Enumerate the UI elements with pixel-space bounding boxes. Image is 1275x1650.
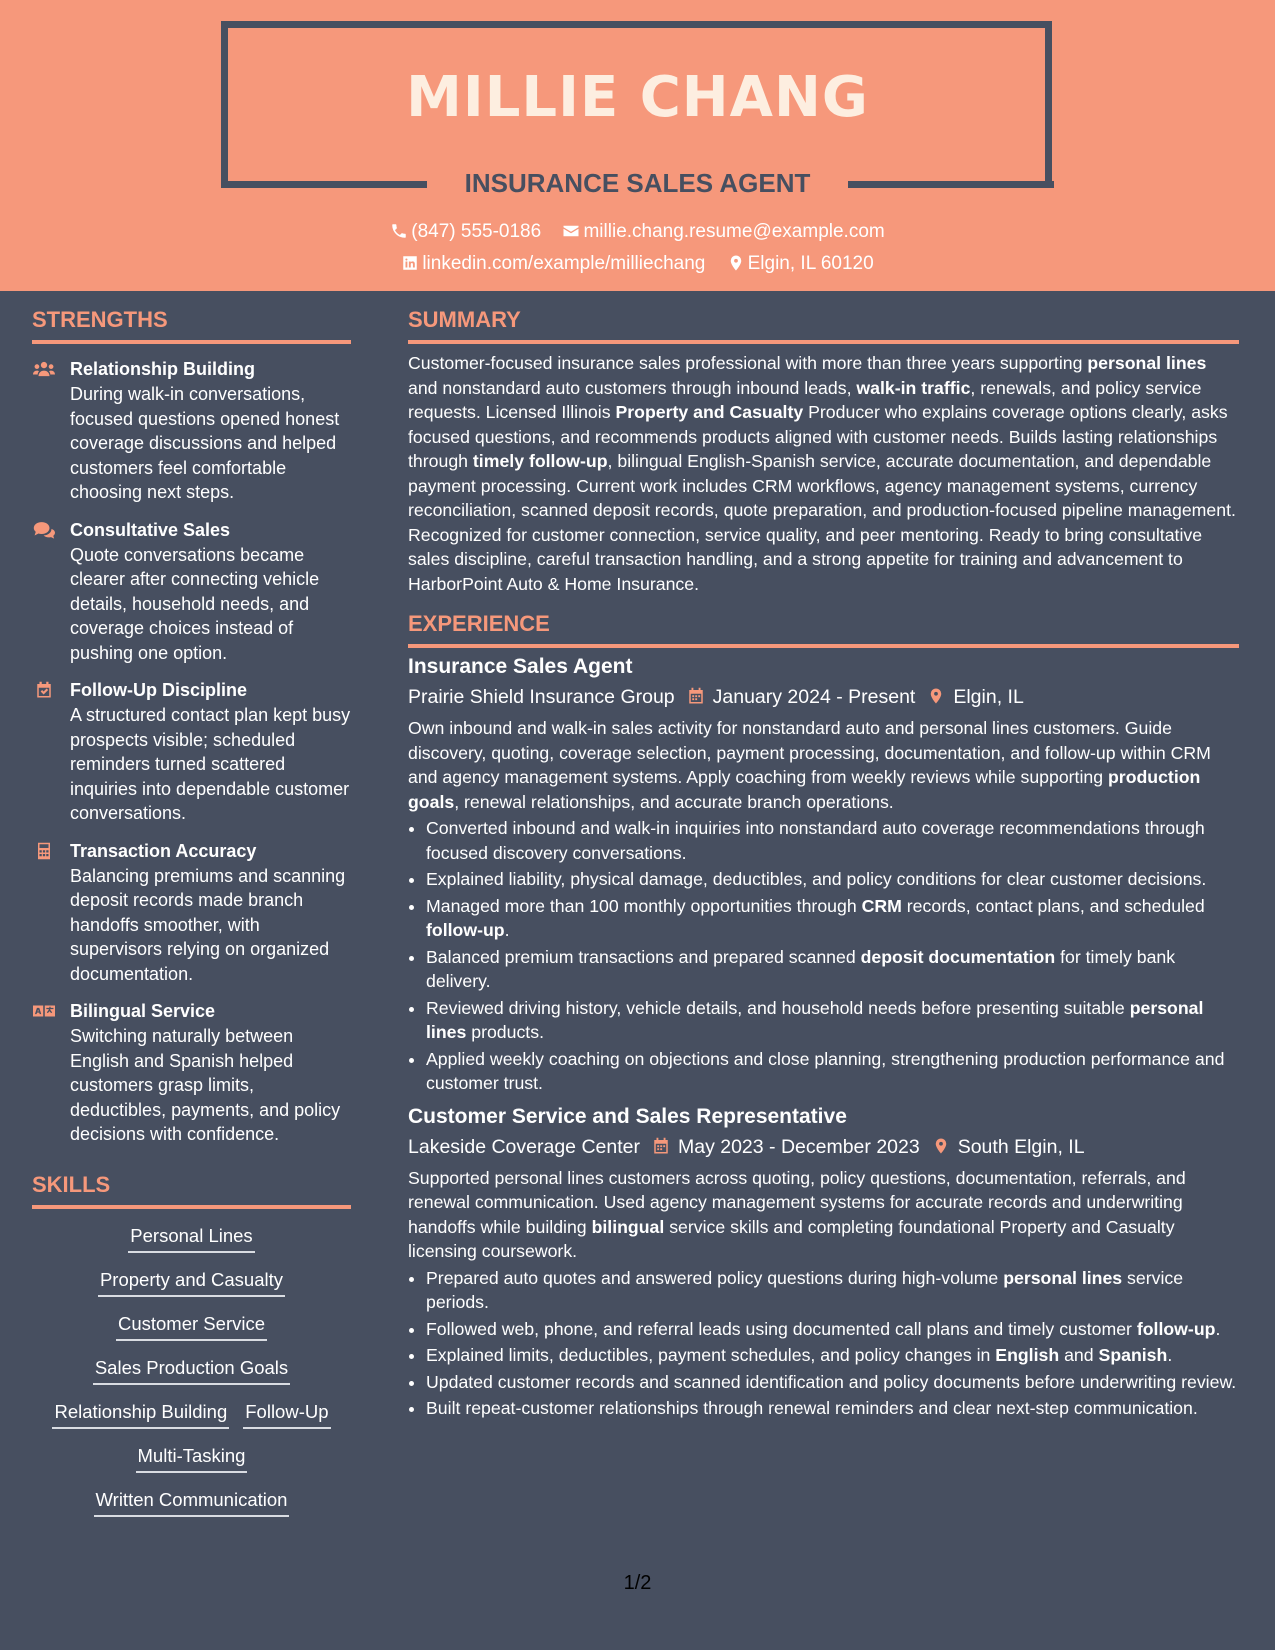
job-location: Elgin, IL <box>953 686 1024 708</box>
contact-row-2 <box>0 251 1275 277</box>
strength-title: Follow-Up Discipline <box>70 680 248 700</box>
job-dates: May 2023 - December 2023 <box>677 1135 920 1158</box>
strength-desc: Switching naturally between English and Spanish helped customers grasp limits, deductibles, payments, and policy decisions with confidence. <box>70 1026 341 1144</box>
skill-tag: Follow-Up <box>243 1399 330 1429</box>
email-text: millie.chang.resume@example.com <box>583 221 885 242</box>
job-meta <box>408 683 1239 711</box>
job-bullets <box>408 816 1239 1096</box>
strength-item <box>32 356 351 505</box>
strength-item <box>32 517 351 666</box>
right-column <box>408 304 1239 1423</box>
job-meta <box>408 1133 1239 1161</box>
skills-rule <box>32 1205 351 1209</box>
language-icon <box>33 1002 55 1020</box>
location-text: Elgin, IL 60120 <box>747 253 874 274</box>
strengths-heading: STRENGTHS <box>32 307 168 332</box>
bullet-item: • Balanced premium transactions and prepared scanned deposit documentation for timely bank delivery. <box>426 945 1239 994</box>
location-contact <box>727 251 874 277</box>
candidate-name: MILLIE CHANG <box>406 65 869 130</box>
strength-title: Bilingual Service <box>70 1001 216 1021</box>
phone-text: (847) 555-0186 <box>411 221 542 242</box>
experience-rule <box>408 644 1239 648</box>
strengths-rule <box>32 340 351 344</box>
contact-row-1 <box>0 219 1275 245</box>
comments-icon <box>33 521 55 539</box>
bullet-item: • Applied weekly coaching on objections and close planning, strengthening production performance and customer trust. <box>426 1047 1239 1096</box>
skills-heading: SKILLS <box>32 1171 111 1197</box>
strength-item <box>32 998 351 1147</box>
job-entry <box>408 652 1239 1096</box>
resume-header <box>0 0 1275 291</box>
map-marker-icon <box>927 686 945 706</box>
bullet-item: • Reviewed driving history, vehicle details, and household needs before presenting suitable personal lines products. <box>426 996 1239 1045</box>
candidate-title: INSURANCE SALES AGENT <box>464 168 811 198</box>
skill-tag: Property and Casualty <box>98 1267 285 1297</box>
bullet-item: • Converted inbound and walk-in inquiries into nonstandard auto coverage recommendations through focused discovery conversations. <box>426 816 1239 865</box>
linkedin-icon <box>401 254 419 272</box>
linkedin-text: linkedin.com/example/milliechang <box>422 253 706 274</box>
page-number: 1/2 <box>623 1572 652 1594</box>
bullet-item: • Managed more than 100 monthly opportunities through CRM records, contact plans, and scheduled follow-up. <box>426 894 1239 943</box>
strength-desc: Balancing premiums and scanning deposit records made branch handoffs smoother, with supervisors relying on organized documentation. <box>70 865 346 984</box>
summary-rule <box>408 340 1239 344</box>
job-dates: January 2024 - Present <box>712 686 916 708</box>
job-location: South Elgin, IL <box>957 1135 1085 1158</box>
skill-tag: Multi-Tasking <box>136 1443 248 1473</box>
map-marker-icon <box>932 1136 950 1156</box>
strength-title: Relationship Building <box>70 359 255 379</box>
job-company: Prairie Shield Insurance Group <box>408 686 675 708</box>
calendar-check-icon <box>33 681 55 699</box>
linkedin-contact[interactable] <box>401 251 705 277</box>
job-entry <box>408 1102 1239 1421</box>
calendar-icon <box>687 686 705 706</box>
bullet-item: • Updated customer records and scanned identification and policy documents before underwriting review. <box>426 1370 1239 1395</box>
bullet-item: • Explained limits, deductibles, payment schedules, and policy changes in English and Spanish. <box>426 1343 1239 1368</box>
users-icon <box>33 360 55 378</box>
job-title: Customer Service and Sales Representative <box>408 1104 847 1128</box>
summary-text: Customer-focused insurance sales professional with more than three years supporting personal lines and nonstandard auto customers through inbound leads, walk-in traffic, renewals, and policy service requests. Licensed Illinois Property and Casualty Producer who explains coverage options clearly, asks focused questions, and recommends products aligned with customer needs. Builds lasting relationships through timely follow-up, bilingual English-Spanish service, accurate documentation, and dependable payment processing. Current work includes CRM workflows, agency management systems, currency reconciliation, scanned deposit records, quote preparation, and production-focused pipeline management. Recognized for customer connection, service quality, and peer mentoring. Ready to bring consultative sales discipline, careful transaction handling, and a strong appetite for training and advancement to HarborPoint Auto & Home Insurance. <box>408 353 1236 594</box>
envelope-icon <box>562 222 580 240</box>
job-description: Supported personal lines customers across quoting, policy questions, documentation, referrals, and renewal communication. Used agency management systems for accurate records and underwriting handoffs while building bilingual service skills and completing foundational Property and Casualty licensing coursework. <box>408 1167 1186 1261</box>
strength-title: Transaction Accuracy <box>70 840 257 861</box>
job-title: Insurance Sales Agent <box>408 655 633 678</box>
map-marker-icon <box>727 254 745 272</box>
calendar-icon <box>652 1136 670 1156</box>
strength-desc: A structured contact plan kept busy prospects visible; scheduled reminders turned scattered inquiries into dependable customer conversations. <box>70 705 351 823</box>
skill-tag: Customer Service <box>116 1311 267 1341</box>
email-contact[interactable] <box>562 219 884 245</box>
strength-desc: Quote conversations became clearer after connecting vehicle details, household needs, and coverage choices instead of pushing one option. <box>70 544 320 663</box>
strength-item <box>32 677 351 826</box>
bullet-item: • Explained liability, physical damage, deductibles, and policy conditions for clear customer decisions. <box>426 867 1239 892</box>
strength-item <box>32 838 351 987</box>
strength-desc: During walk-in conversations, focused questions opened honest coverage discussions and helped customers feel comfortable choosing next steps. <box>70 384 340 502</box>
phone-icon <box>390 222 408 240</box>
left-column <box>32 304 351 1517</box>
bullet-item: • Followed web, phone, and referral leads using documented call plans and timely customer follow-up. <box>426 1317 1239 1342</box>
skill-tag: Personal Lines <box>128 1223 254 1253</box>
job-description: Own inbound and walk-in sales activity for nonstandard auto and personal lines customers. Guide discovery, quoting, coverage selection, payment processing, documentation, and follow-up within CRM and agency management systems. Apply coaching from weekly reviews while supporting production goals, renewal relationships, and accurate branch operations. <box>408 718 1211 812</box>
job-bullets <box>408 1266 1239 1421</box>
bullet-item: • Built repeat-customer relationships through renewal reminders and clear next-step communication. <box>426 1396 1239 1421</box>
skill-tag: Written Communication <box>94 1487 290 1517</box>
experience-heading: EXPERIENCE <box>408 611 550 636</box>
bullet-item: • Prepared auto quotes and answered policy questions during high-volume personal lines service periods. <box>426 1266 1239 1315</box>
skill-tag: Sales Production Goals <box>93 1355 290 1385</box>
summary-heading: SUMMARY <box>408 307 521 332</box>
skill-tag: Relationship Building <box>52 1399 229 1429</box>
job-company: Lakeside Coverage Center <box>408 1135 640 1158</box>
strength-title: Consultative Sales <box>70 519 231 540</box>
phone-contact[interactable] <box>390 219 541 245</box>
calculator-icon <box>33 842 55 860</box>
